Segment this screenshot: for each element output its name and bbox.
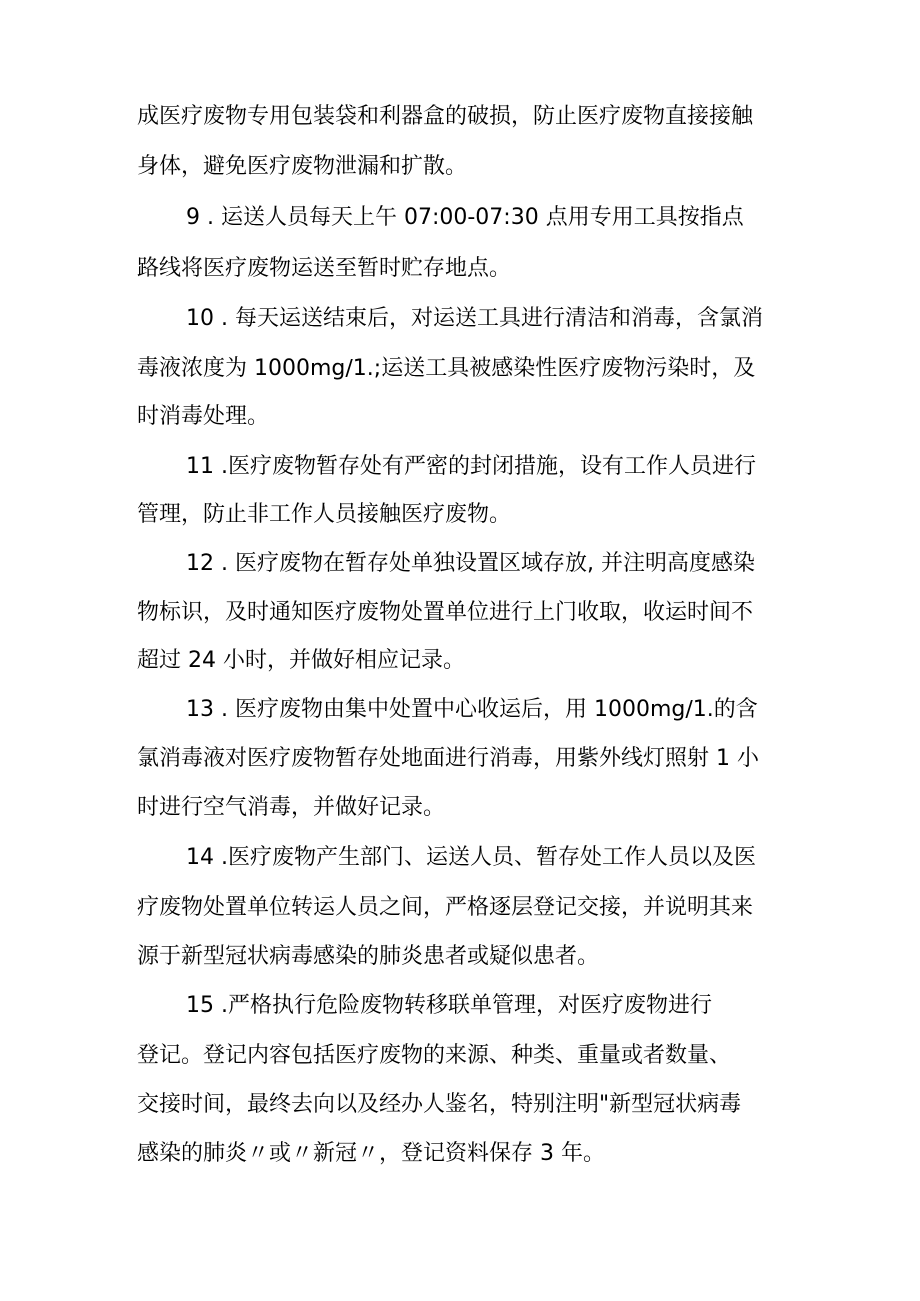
text-line: 路线将医疗废物运送至暂时贮存地点。 — [137, 256, 512, 281]
text-line: 时消毒处理。 — [137, 404, 270, 429]
text-line: 疗废物处置单位转运人员之间，严格逐层登记交接，并说明其来 — [137, 895, 754, 920]
text-line: 源于新型冠状病毒感染的肺炎患者或疑似患者。 — [137, 944, 600, 969]
text-line: 15 .严格执行危险废物转移联单管理，对医疗废物进行 — [186, 993, 712, 1018]
text-line: 交接时间，最终去向以及经办人鉴名，特别注明"新型冠状病毒 — [137, 1092, 742, 1117]
text-line: 13 . 医疗废物由集中处置中心收运后，用 1000mg∕1.的含 — [186, 697, 758, 722]
text-line: 成医疗废物专用包装袋和利器盒的破损，防止医疗废物直接接触 — [137, 104, 754, 129]
text-line: 12 . 医疗废物在暂存处单独设置区域存放, 并注明高度感染 — [186, 551, 755, 576]
text-line: 身体，避免医疗废物泄漏和扩散。 — [137, 154, 468, 179]
text-line: 毒液浓度为 1000mg∕1.;运送工具被感染性医疗废物污染时，及 — [137, 356, 756, 381]
text-line: 10 . 每天运送结束后，对运送工具进行清洁和消毒，含氯消 — [186, 306, 763, 331]
text-line: 氯消毒液对医疗废物暂存处地面进行消毒，用紫外线灯照射 1 小 — [137, 746, 759, 771]
text-line: 登记。登记内容包括医疗废物的来源、种类、重量或者数量、 — [137, 1043, 732, 1068]
text-line: 物标识，及时通知医疗废物处置单位进行上门收取，收运时间不 — [137, 600, 754, 625]
text-line: 9 . 运送人员每天上午 07:00-07:30 点用专用工具按指点 — [186, 205, 744, 230]
text-line: 超过 24 小时，并做好相应记录。 — [137, 648, 465, 673]
text-line: 感染的肺炎〃或〃新冠〃，登记资料保存 3 年。 — [137, 1141, 605, 1166]
text-line: 管理，防止非工作人员接触医疗废物。 — [137, 502, 512, 527]
text-line: 时进行空气消毒，并做好记录。 — [137, 795, 446, 820]
text-line: 14 .医疗废物产生部门、运送人员、暂存处工作人员以及医 — [186, 845, 756, 870]
text-line: 11 .医疗废物暂存处有严密的封闭措施，设有工作人员进行 — [186, 454, 756, 479]
